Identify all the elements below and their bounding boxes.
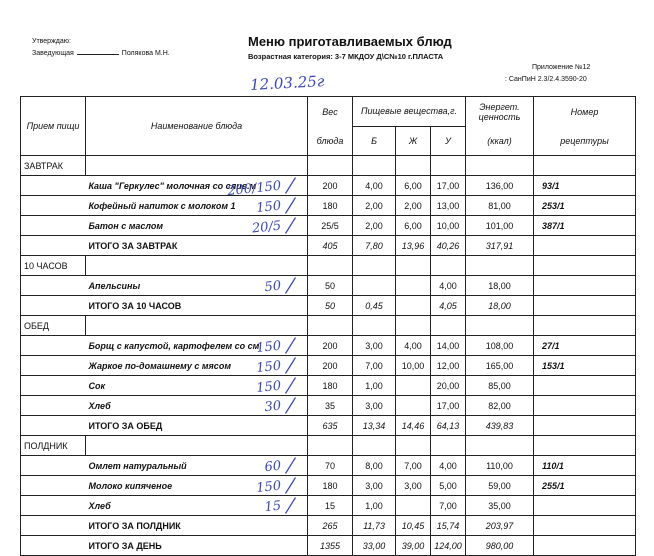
table-row	[21, 496, 636, 516]
section-row	[21, 436, 636, 456]
table-row	[21, 356, 636, 376]
handwritten-portion: 20/5	[251, 218, 282, 237]
handwritten-portion: 15	[263, 498, 282, 516]
approval-signature-line	[32, 50, 170, 57]
zh-cell	[396, 296, 431, 316]
kcal-cell: 59,00	[466, 476, 534, 496]
b-cell: 3,00	[353, 396, 396, 416]
dish-name: Борщ с капустой, картофелем со см	[86, 336, 308, 356]
table-row	[21, 396, 636, 416]
meal-cell	[21, 276, 86, 296]
zh-cell: 3,00	[396, 476, 431, 496]
kcal-cell: 980,00	[466, 536, 534, 556]
weight-cell: 200	[308, 176, 353, 196]
empty-cell	[396, 436, 431, 456]
recipe-cell: 387/1	[534, 216, 636, 236]
appendix-label: Приложение №12	[532, 64, 591, 71]
empty-cell	[431, 156, 466, 176]
u-cell: 13,00	[431, 196, 466, 216]
header-energy-unit: (ккал)	[466, 126, 534, 156]
empty-cell	[466, 156, 534, 176]
dish-name: ИТОГО ЗА ПОЛДНИК	[86, 516, 308, 536]
handwritten-date: 12.03.25г	[249, 72, 325, 94]
empty-cell	[353, 436, 396, 456]
weight-cell: 180	[308, 376, 353, 396]
b-cell: 3,00	[353, 476, 396, 496]
kcal-cell: 18,00	[466, 296, 534, 316]
meal-cell	[21, 216, 86, 236]
total-row	[21, 236, 636, 256]
handwritten-portion: 150	[255, 358, 282, 377]
section-label: ЗАВТРАК	[21, 156, 86, 176]
weight-cell: 200	[308, 356, 353, 376]
dish-name: ИТОГО ЗА 10 ЧАСОВ	[86, 296, 308, 316]
section-row	[21, 256, 636, 276]
dish-name: ИТОГО ЗА ОБЕД	[86, 416, 308, 436]
weight-cell: 50	[308, 296, 353, 316]
b-cell: 13,34	[353, 416, 396, 436]
u-cell: 124,00	[431, 536, 466, 556]
u-cell: 4,05	[431, 296, 466, 316]
recipe-cell: 93/1	[534, 176, 636, 196]
weight-cell: 50	[308, 276, 353, 296]
kcal-cell: 165,00	[466, 356, 534, 376]
empty-cell	[86, 156, 308, 176]
empty-cell	[308, 156, 353, 176]
recipe-cell: 253/1	[534, 196, 636, 216]
weight-cell: 635	[308, 416, 353, 436]
empty-cell	[308, 256, 353, 276]
header-b: Б	[353, 126, 396, 156]
u-cell: 17,00	[431, 396, 466, 416]
meal-cell	[21, 476, 86, 496]
section-row	[21, 316, 636, 336]
handwritten-portion: 30	[263, 398, 282, 416]
signature-line	[77, 54, 119, 55]
recipe-cell	[534, 236, 636, 256]
empty-cell	[431, 436, 466, 456]
dish-name: Хлеб	[86, 396, 308, 416]
recipe-cell	[534, 376, 636, 396]
recipe-cell: 110/1	[534, 456, 636, 476]
dish-name: Кофейный напиток с молоком 1	[86, 196, 308, 216]
meal-cell	[21, 196, 86, 216]
weight-cell: 200	[308, 336, 353, 356]
table-row	[21, 476, 636, 496]
empty-cell	[431, 256, 466, 276]
menu-table	[20, 96, 636, 556]
u-cell: 17,00	[431, 176, 466, 196]
zh-cell: 6,00	[396, 216, 431, 236]
b-cell: 7,00	[353, 356, 396, 376]
table-row	[21, 276, 636, 296]
u-cell: 5,00	[431, 476, 466, 496]
meal-cell	[21, 396, 86, 416]
dish-name: Батон с маслом	[86, 216, 308, 236]
u-cell: 20,00	[431, 376, 466, 396]
zh-cell	[396, 276, 431, 296]
handwritten-portion: 60	[263, 458, 282, 476]
meal-cell	[21, 536, 86, 556]
menu-body	[21, 156, 636, 556]
sanpin-label: : СанПиН 2.3/2.4.3590-20	[505, 76, 587, 83]
empty-cell	[308, 316, 353, 336]
meal-cell	[21, 176, 86, 196]
meal-cell	[21, 356, 86, 376]
kcal-cell: 18,00	[466, 276, 534, 296]
handwritten-portion: 150	[255, 198, 282, 217]
b-cell: 3,00	[353, 336, 396, 356]
zh-cell	[396, 496, 431, 516]
empty-cell	[353, 156, 396, 176]
kcal-cell: 101,00	[466, 216, 534, 236]
meal-cell	[21, 336, 86, 356]
zh-cell: 6,00	[396, 176, 431, 196]
total-row	[21, 296, 636, 316]
b-cell: 0,45	[353, 296, 396, 316]
empty-cell	[534, 156, 636, 176]
meal-cell	[21, 516, 86, 536]
header-nutrients: Пищевые вещества,г.	[353, 97, 466, 127]
kcal-cell: 439,83	[466, 416, 534, 436]
header-u: У	[431, 126, 466, 156]
section-label: ОБЕД	[21, 316, 86, 336]
zh-cell: 4,00	[396, 336, 431, 356]
b-cell: 11,73	[353, 516, 396, 536]
total-row	[21, 416, 636, 436]
header-dish: Наименование блюда	[86, 97, 308, 156]
weight-cell: 35	[308, 396, 353, 416]
u-cell: 15,74	[431, 516, 466, 536]
u-cell: 4,00	[431, 456, 466, 476]
meal-cell	[21, 496, 86, 516]
kcal-cell: 81,00	[466, 196, 534, 216]
kcal-cell: 108,00	[466, 336, 534, 356]
meal-cell	[21, 456, 86, 476]
zh-cell	[396, 396, 431, 416]
empty-cell	[86, 316, 308, 336]
table-row	[21, 336, 636, 356]
recipe-cell	[534, 296, 636, 316]
handwritten-portion: 150	[255, 378, 282, 397]
dish-name: Жаркое по-домашнему с мясом	[86, 356, 308, 376]
zh-cell: 39,00	[396, 536, 431, 556]
weight-cell: 180	[308, 196, 353, 216]
table-row	[21, 456, 636, 476]
u-cell: 14,00	[431, 336, 466, 356]
empty-cell	[353, 316, 396, 336]
recipe-cell	[534, 276, 636, 296]
dish-name: ИТОГО ЗА ЗАВТРАК	[86, 236, 308, 256]
kcal-cell: 35,00	[466, 496, 534, 516]
header-weight-bottom: блюда	[308, 126, 353, 156]
recipe-cell: 255/1	[534, 476, 636, 496]
b-cell: 8,00	[353, 456, 396, 476]
u-cell: 12,00	[431, 356, 466, 376]
page-title: Меню приготавливаемых блюд	[248, 34, 452, 49]
dish-name: Апельсины	[86, 276, 308, 296]
b-cell: 2,00	[353, 216, 396, 236]
b-cell: 4,00	[353, 176, 396, 196]
zh-cell	[396, 376, 431, 396]
empty-cell	[534, 436, 636, 456]
u-cell: 64,13	[431, 416, 466, 436]
zh-cell: 13,96	[396, 236, 431, 256]
meal-cell	[21, 296, 86, 316]
empty-cell	[431, 316, 466, 336]
empty-cell	[86, 436, 308, 456]
table-row	[21, 176, 636, 196]
head-label: Заведующая	[32, 50, 74, 57]
kcal-cell: 82,00	[466, 396, 534, 416]
u-cell: 10,00	[431, 216, 466, 236]
kcal-cell: 203,97	[466, 516, 534, 536]
b-cell: 2,00	[353, 196, 396, 216]
recipe-cell	[534, 496, 636, 516]
b-cell: 1,00	[353, 496, 396, 516]
total-row	[21, 516, 636, 536]
recipe-cell	[534, 416, 636, 436]
table-row	[21, 216, 636, 236]
u-cell: 4,00	[431, 276, 466, 296]
handwritten-portion: 150	[255, 338, 282, 357]
weight-cell: 15	[308, 496, 353, 516]
table-row	[21, 196, 636, 216]
section-label: ПОЛДНИК	[21, 436, 86, 456]
empty-cell	[466, 316, 534, 336]
b-cell	[353, 276, 396, 296]
dish-name: Молоко кипяченое	[86, 476, 308, 496]
zh-cell: 10,45	[396, 516, 431, 536]
empty-cell	[396, 156, 431, 176]
empty-cell	[466, 436, 534, 456]
kcal-cell: 136,00	[466, 176, 534, 196]
recipe-cell	[534, 536, 636, 556]
section-label: 10 ЧАСОВ	[21, 256, 86, 276]
weight-cell: 25/5	[308, 216, 353, 236]
table-row	[21, 376, 636, 396]
kcal-cell: 85,00	[466, 376, 534, 396]
age-category: Возрастная категория: 3-7 МКДОУ Д\С№10 г.ПЛАСТА	[248, 52, 444, 61]
meal-cell	[21, 236, 86, 256]
total-row	[21, 536, 636, 556]
weight-cell: 405	[308, 236, 353, 256]
meal-cell	[21, 376, 86, 396]
dish-name: ИТОГО ЗА ДЕНЬ	[86, 536, 308, 556]
b-cell: 7,80	[353, 236, 396, 256]
handwritten-portion: 150	[255, 478, 282, 497]
empty-cell	[396, 256, 431, 276]
weight-cell: 180	[308, 476, 353, 496]
zh-cell: 2,00	[396, 196, 431, 216]
header-zh: Ж	[396, 126, 431, 156]
b-cell: 33,00	[353, 536, 396, 556]
recipe-cell: 153/1	[534, 356, 636, 376]
recipe-cell	[534, 516, 636, 536]
dish-name: Каша "Геркулес" молочная со слив.м	[86, 176, 308, 196]
handwritten-portion: 50	[263, 278, 282, 296]
u-cell: 7,00	[431, 496, 466, 516]
weight-cell: 265	[308, 516, 353, 536]
empty-cell	[86, 256, 308, 276]
u-cell: 40,26	[431, 236, 466, 256]
header-recipe-bottom: рецептуры	[534, 126, 636, 156]
recipe-cell	[534, 396, 636, 416]
approve-label: Утверждаю:	[32, 38, 71, 45]
meal-cell	[21, 416, 86, 436]
header-meal: Прием пищи	[21, 97, 86, 156]
zh-cell: 14,46	[396, 416, 431, 436]
dish-name: Омлет натуральный	[86, 456, 308, 476]
empty-cell	[466, 256, 534, 276]
empty-cell	[534, 316, 636, 336]
weight-cell: 70	[308, 456, 353, 476]
recipe-cell: 27/1	[534, 336, 636, 356]
b-cell: 1,00	[353, 376, 396, 396]
header-weight-top: Вес	[308, 97, 353, 127]
kcal-cell: 110,00	[466, 456, 534, 476]
zh-cell: 10,00	[396, 356, 431, 376]
head-name: Полякова М.Н.	[121, 50, 170, 57]
empty-cell	[534, 256, 636, 276]
empty-cell	[308, 436, 353, 456]
dish-name: Хлеб	[86, 496, 308, 516]
weight-cell: 1355	[308, 536, 353, 556]
empty-cell	[353, 256, 396, 276]
zh-cell: 7,00	[396, 456, 431, 476]
section-row	[21, 156, 636, 176]
header-recipe-top: Номер	[534, 97, 636, 127]
empty-cell	[396, 316, 431, 336]
dish-name: Сок	[86, 376, 308, 396]
handwritten-portion: 200/150	[226, 178, 282, 200]
header-energy: Энергет. ценность	[466, 97, 534, 127]
kcal-cell: 317,91	[466, 236, 534, 256]
